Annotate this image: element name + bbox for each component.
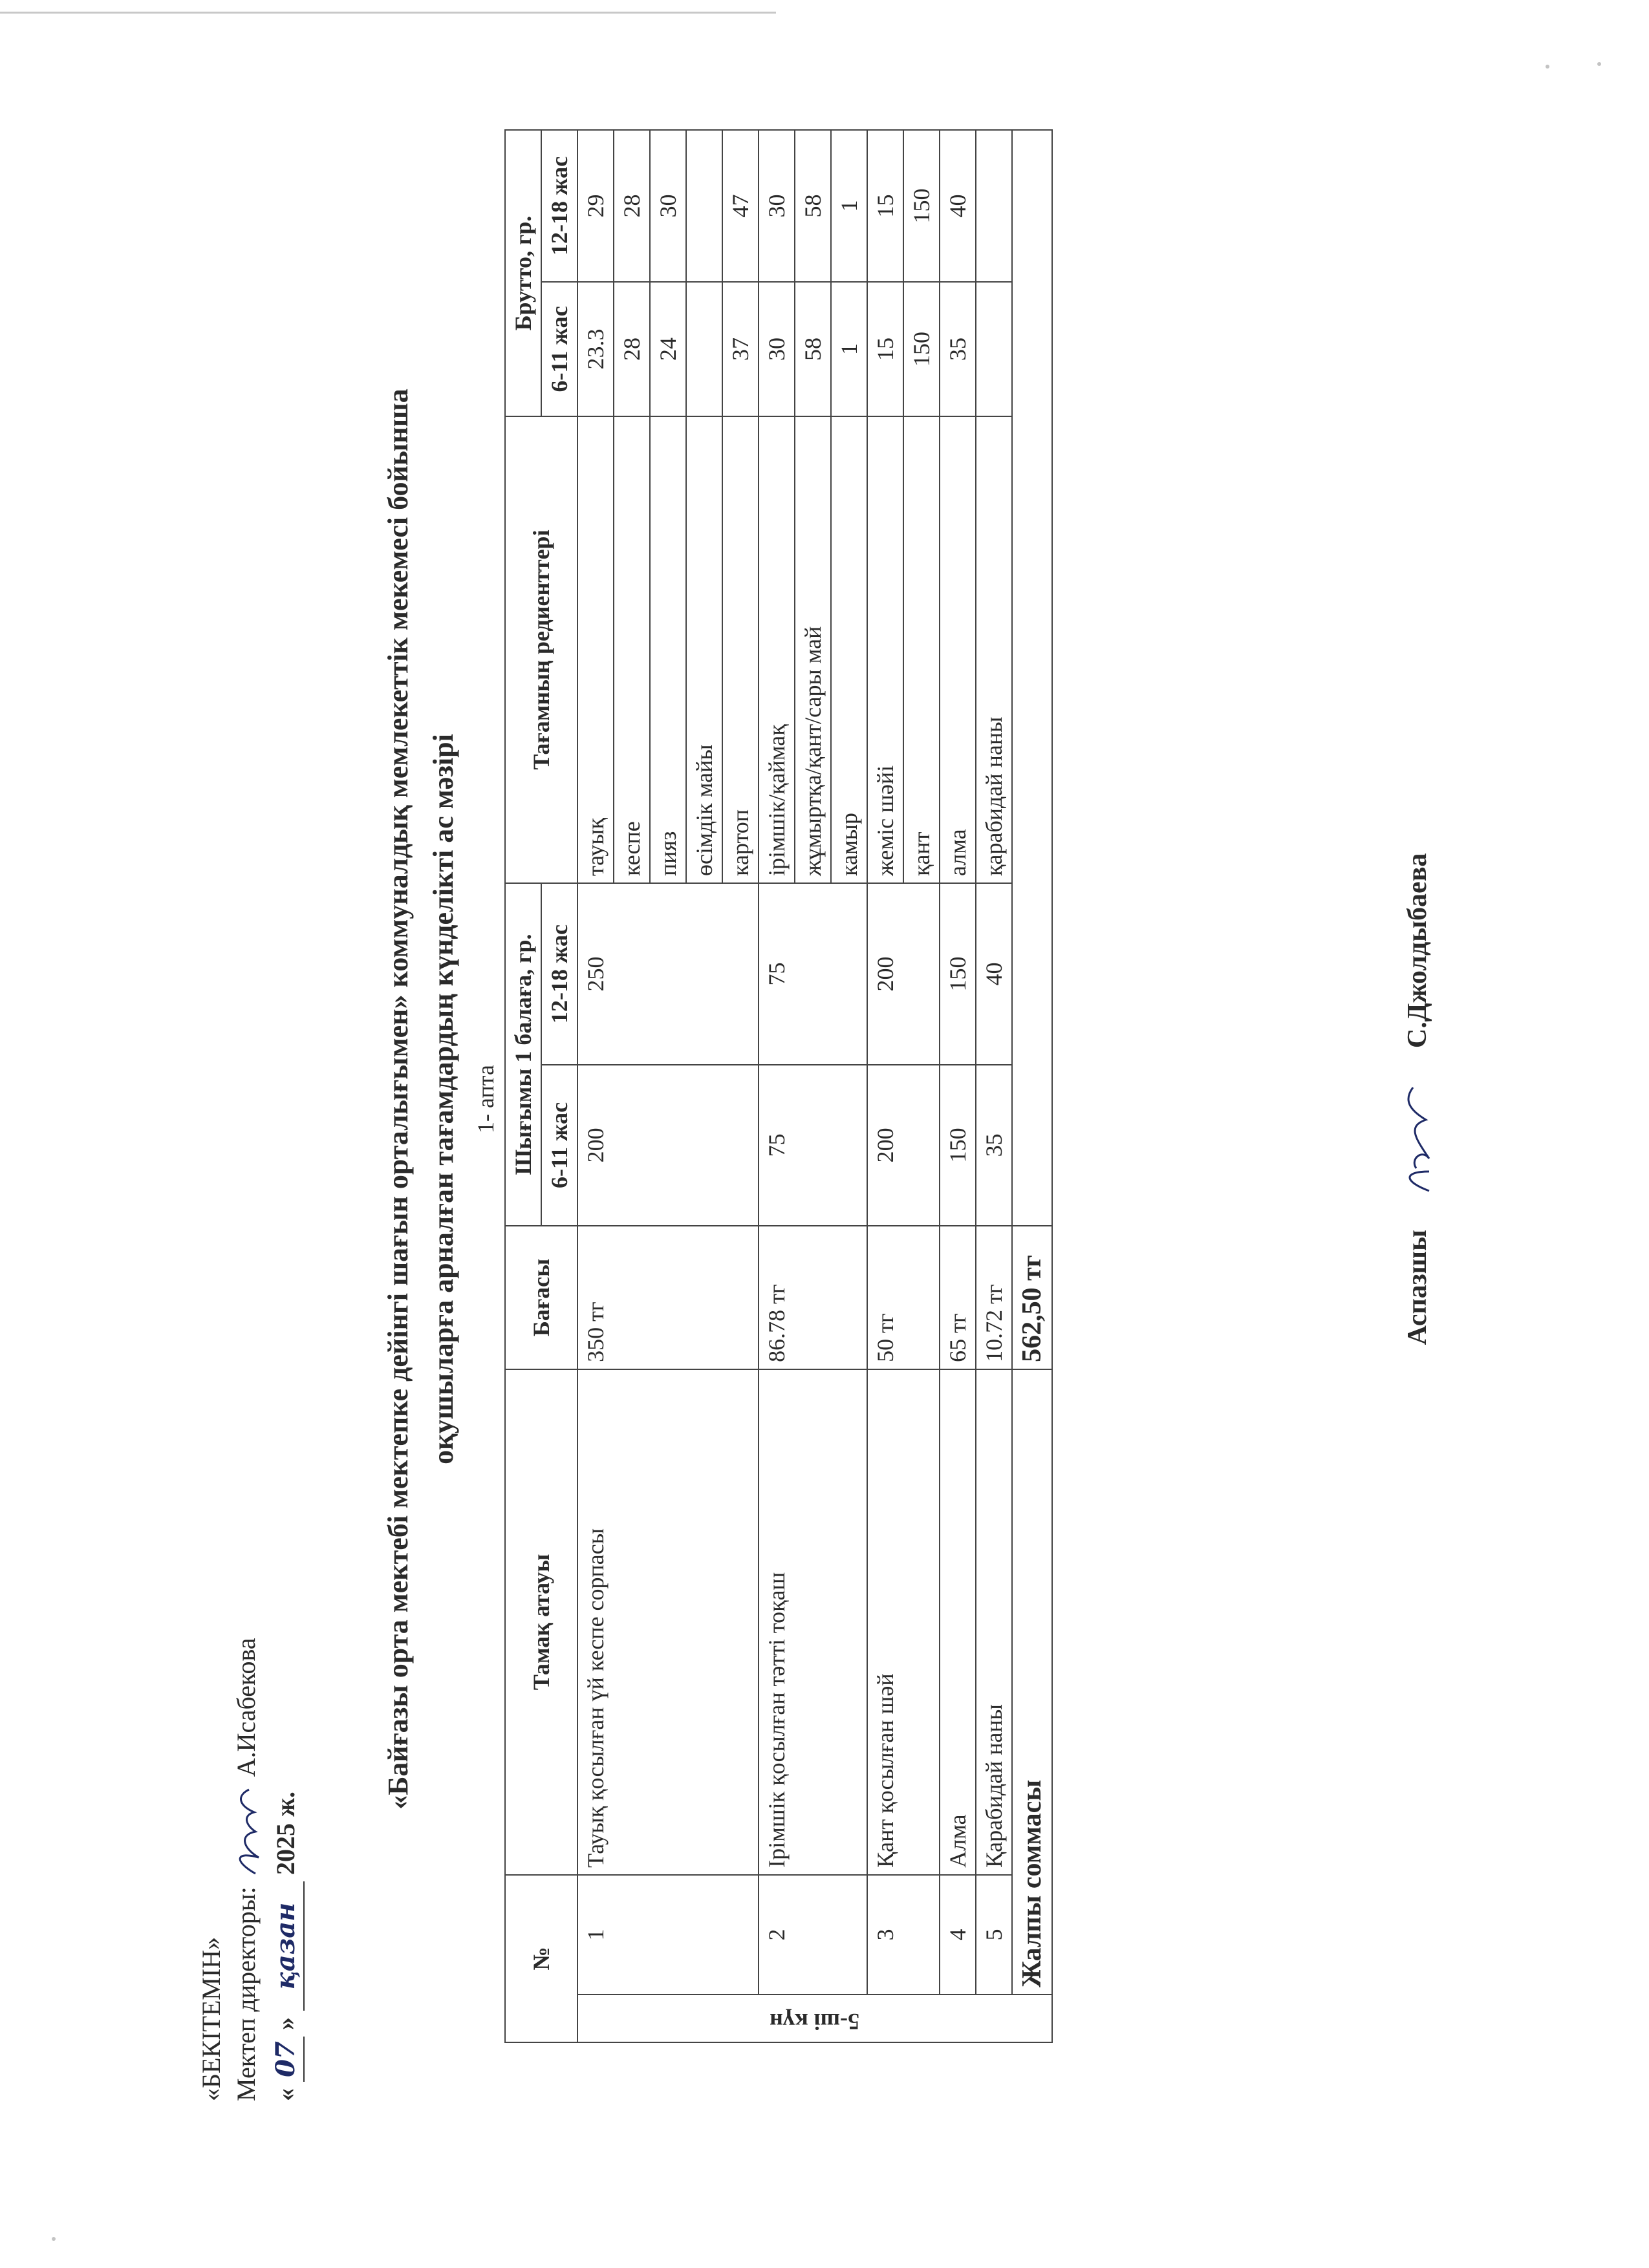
ingredient-name: картоп <box>722 416 759 883</box>
dish-portion-age2: 200 <box>867 883 940 1065</box>
date-day: 07 <box>268 2037 305 2082</box>
ingredient-brutto-age2: 30 <box>759 130 795 282</box>
ingredient-name: пияз <box>650 416 686 883</box>
date-month: қазан <box>268 1881 305 2011</box>
table-row <box>577 130 614 2042</box>
ingredient-brutto-age1: 23.3 <box>577 282 614 416</box>
menu-table <box>504 129 1053 2043</box>
ingredient-name: камыр <box>831 416 867 883</box>
dish-no: 4 <box>940 1875 976 1995</box>
dish-name: Қант қосылған шәй <box>867 1369 940 1875</box>
director-title: Мектеп директоры: <box>232 1887 261 2101</box>
scan-artifact-dot <box>1546 65 1549 69</box>
ingredient-brutto-age1: 150 <box>903 282 940 416</box>
director-name: А.Исабекова <box>232 1638 261 1777</box>
rotated-page <box>168 97 1526 2101</box>
table-row <box>759 130 795 2042</box>
ingredient-brutto-age2: 15 <box>867 130 903 282</box>
ingredient-brutto-age1 <box>686 282 722 416</box>
dish-name: Қарабидай наны <box>976 1369 1012 1875</box>
ingredient-brutto-age1: 24 <box>650 282 686 416</box>
ingredient-brutto-age1 <box>976 282 1012 416</box>
total-value: 562,50 тг <box>1012 1226 1052 1369</box>
ingredient-name: қарабидай наны <box>976 416 1012 883</box>
ingredient-brutto-age1: 35 <box>940 282 976 416</box>
dish-portion-age1: 35 <box>976 1065 1012 1226</box>
ingredient-brutto-age1: 1 <box>831 282 867 416</box>
ingredient-brutto-age2: 47 <box>722 130 759 282</box>
header-price: Бағасы <box>505 1226 577 1369</box>
total-label: Жалпы соммасы <box>1012 1369 1052 1995</box>
dish-portion-age2: 150 <box>940 883 976 1065</box>
week-label: 1- апта <box>473 1065 499 1133</box>
header-brutto: Брутто, гр. <box>505 130 541 416</box>
cook-name: С.Джолдыбаева <box>1402 853 1432 1049</box>
header-row <box>505 130 541 2042</box>
ingredient-name: ірімшік/қаймақ <box>759 416 795 883</box>
date-year: 2025 ж. <box>270 1791 300 1875</box>
ingredient-brutto-age2 <box>976 130 1012 282</box>
ingredient-brutto-age2 <box>686 130 722 282</box>
header-name: Тамақ атауы <box>505 1369 577 1875</box>
ingredient-name: кеспе <box>614 416 650 883</box>
cook-role: Аспазшы <box>1402 1230 1432 1345</box>
scan-artifact-dot <box>1597 62 1601 66</box>
dish-name: Ірімшік қосылған тәтті тоқаш <box>759 1369 867 1875</box>
title-line-2: оқушыларға арналған тағамдардың күнделікті ас мәзірі <box>427 734 459 1464</box>
director-signature <box>230 1783 268 1880</box>
table-row <box>867 130 903 2042</box>
title-line-1: «Байғазы орта мектебі мектепке дейінгі шағын орталығымен» коммуналдық мемлекеттік мекемесі бойынша <box>382 389 414 1810</box>
ingredient-brutto-age1: 30 <box>759 282 795 416</box>
header-portion-age2: 12-18 жас <box>541 883 577 1065</box>
header-ingredients: Тағамның редиенттері <box>505 416 577 883</box>
header-brutto-age2: 12-18 жас <box>541 130 577 282</box>
approval-label: «БЕКІТЕМІН» <box>197 1936 226 2101</box>
ingredient-brutto-age2: 1 <box>831 130 867 282</box>
header-portion-age1: 6-11 жас <box>541 1065 577 1226</box>
ingredient-brutto-age2: 29 <box>577 130 614 282</box>
dish-price: 10.72 тг <box>976 1226 1012 1369</box>
day-label: 5-ші күн <box>577 1995 1052 2042</box>
ingredient-brutto-age1: 15 <box>867 282 903 416</box>
dish-portion-age1: 200 <box>577 1065 759 1226</box>
dish-price: 50 тг <box>867 1226 940 1369</box>
dish-portion-age2: 250 <box>577 883 759 1065</box>
cook-signature <box>1397 1081 1442 1197</box>
approval-block <box>194 1638 305 2101</box>
dish-portion-age1: 75 <box>759 1065 867 1226</box>
scan-artifact-dot <box>52 2237 56 2241</box>
table-row <box>940 130 976 2042</box>
total-row <box>1012 130 1052 2042</box>
header-brutto-age1: 6-11 жас <box>541 282 577 416</box>
approval-date: « 07 » қазан 2025 ж. <box>268 1638 305 2101</box>
ingredient-brutto-age1: 28 <box>614 282 650 416</box>
dish-no: 5 <box>976 1875 1012 1995</box>
header-portion: Шығымы 1 балаға, гр. <box>505 883 541 1226</box>
dish-name: Тауық қосылған үй кеспе сорпасы <box>577 1369 759 1875</box>
ingredient-brutto-age2: 30 <box>650 130 686 282</box>
ingredient-brutto-age2: 28 <box>614 130 650 282</box>
ingredient-name: жұмыртқа/қант/сары май <box>795 416 831 883</box>
total-empty <box>1012 130 1052 1226</box>
dish-price: 86.78 тг <box>759 1226 867 1369</box>
dish-no: 3 <box>867 1875 940 1995</box>
dish-portion-age1: 150 <box>940 1065 976 1226</box>
dish-no: 1 <box>577 1875 759 1995</box>
ingredient-name: өсімдік майы <box>686 416 722 883</box>
ingredient-brutto-age2: 40 <box>940 130 976 282</box>
ingredient-name: тауық <box>577 416 614 883</box>
header-no: № <box>505 1875 577 2042</box>
table-row <box>976 130 1012 2042</box>
ingredient-brutto-age2: 150 <box>903 130 940 282</box>
dish-no: 2 <box>759 1875 867 1995</box>
ingredient-name: жеміс шәйі <box>867 416 903 883</box>
cook-signature-row <box>1397 97 1442 2101</box>
scan-artifact-line <box>0 12 776 14</box>
menu-body <box>577 130 1052 2042</box>
dish-portion-age2: 75 <box>759 883 867 1065</box>
dish-price: 65 тг <box>940 1226 976 1369</box>
ingredient-brutto-age1: 37 <box>722 282 759 416</box>
director-line <box>229 1638 268 2101</box>
ingredient-name: қант <box>903 416 940 883</box>
ingredient-brutto-age1: 58 <box>795 282 831 416</box>
dish-portion-age1: 200 <box>867 1065 940 1226</box>
dish-portion-age2: 40 <box>976 883 1012 1065</box>
ingredient-brutto-age2: 58 <box>795 130 831 282</box>
dish-name: Алма <box>940 1369 976 1875</box>
dish-price: 350 тг <box>577 1226 759 1369</box>
ingredient-name: алма <box>940 416 976 883</box>
